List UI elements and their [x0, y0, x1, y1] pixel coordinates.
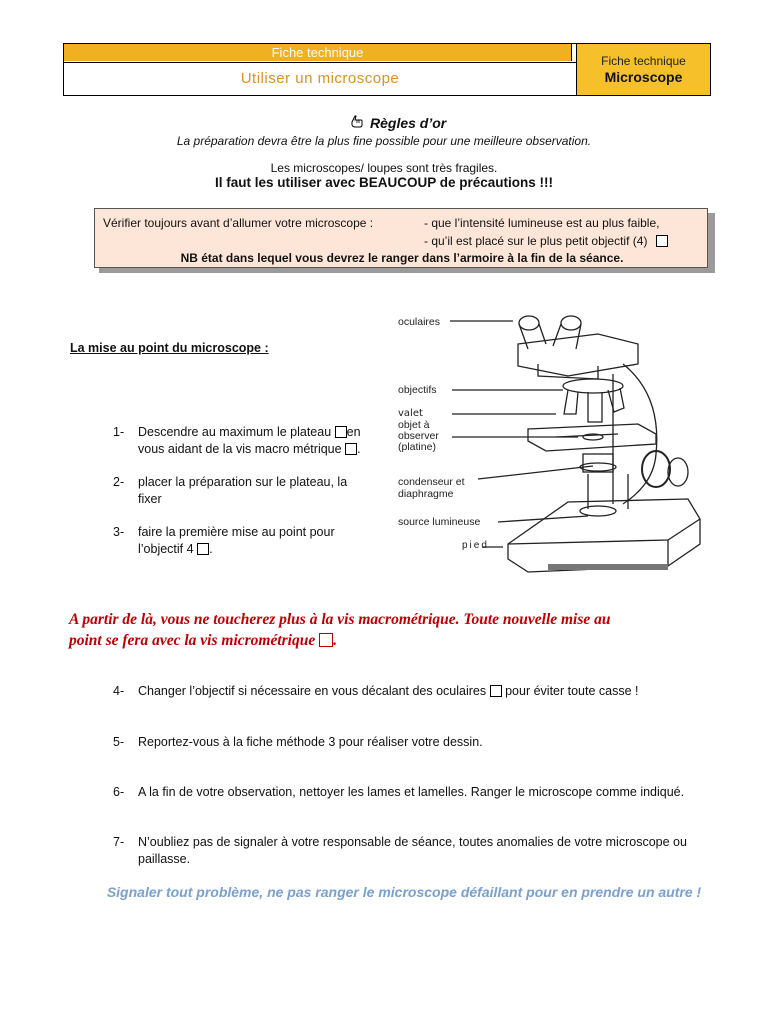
- label-valet: valet: [398, 408, 423, 419]
- header-subtitle: Fiche technique: [64, 44, 572, 61]
- header-right-label: Fiche technique: [601, 54, 686, 68]
- rule-line-1: La préparation devra être la plus fine possible pour une meilleure observation.: [176, 134, 592, 148]
- list-item: 1- Descendre au maximum le plateau en vous aidant de la vis macro métrique .: [113, 425, 361, 456]
- checkbox[interactable]: [335, 426, 347, 438]
- label-objet: objet à observer (platine): [398, 419, 439, 453]
- label-objectifs: objectifs: [398, 384, 437, 396]
- checkbox[interactable]: [319, 633, 333, 647]
- microscope-diagram: [388, 304, 728, 594]
- golden-rules-title: Règles d’or: [370, 115, 447, 131]
- list-item: 5- Reportez-vous à la fiche méthode 3 pour réaliser votre dessin.: [113, 735, 483, 749]
- checkbox[interactable]: [197, 543, 209, 555]
- label-pied: pied: [462, 540, 489, 551]
- rule-line-2: Les microscopes/ loupes sont très fragiles.: [270, 161, 498, 175]
- list-item: 6- A la fin de votre observation, nettoyer les lames et lamelles. Ranger le microscope comme indiqué.: [113, 785, 685, 799]
- nb-box: [94, 208, 708, 268]
- microscope-illustration: [388, 304, 728, 594]
- list-item: 3- faire la première mise au point pour l’objectif 4 .: [113, 525, 335, 556]
- section-title: La mise au point du microscope :: [70, 341, 269, 355]
- nb-left-text: Vérifier toujours avant d’allumer votre microscope :: [103, 216, 374, 230]
- list-item: 7- N’oubliez pas de signaler à votre responsable de séance, toutes anomalies de votre microscope ou paillasse.: [113, 835, 687, 866]
- checkbox[interactable]: [345, 443, 357, 455]
- nb-right-line-1: - que l’intensité lumineuse est au plus faible,: [424, 216, 660, 230]
- label-oculaires: oculaires: [398, 316, 441, 328]
- warning-text: A partir de là, vous ne toucherez plus à la vis macrométrique. Toute nouvelle mise au point se fera avec la vis micrométrique .: [69, 611, 611, 649]
- nb-right-line-2: - qu’il est placé sur le plus petit objectif (4): [424, 234, 668, 248]
- list-item: 4- Changer l’objectif si nécessaire en vous décalant des oculaires pour éviter toute casse !: [113, 684, 639, 698]
- page-title: Utiliser un microscope: [64, 62, 576, 96]
- header-right-title: Microscope: [604, 69, 683, 85]
- header-left-cell: [64, 44, 577, 95]
- checkbox[interactable]: [656, 235, 668, 247]
- header-right-cell: [577, 44, 710, 95]
- nb-note: NB état dans lequel vous devrez le ranger dans l’armoire à la fin de la séance.: [180, 251, 624, 265]
- header-table: [63, 43, 711, 96]
- rule-line-3: Il faut les utiliser avec BEAUCOUP de précautions !!!: [214, 175, 554, 190]
- label-condenseur: condenseur et diaphragme: [398, 476, 465, 500]
- hand-pointing-icon: [349, 113, 365, 134]
- label-source: source lumineuse: [398, 516, 481, 528]
- list-item: 2- placer la préparation sur le plateau, la fixer: [113, 475, 348, 506]
- checkbox[interactable]: [490, 685, 502, 697]
- footer-note: Signaler tout problème, ne pas ranger le microscope défaillant pour en prendre un autre !: [106, 884, 702, 900]
